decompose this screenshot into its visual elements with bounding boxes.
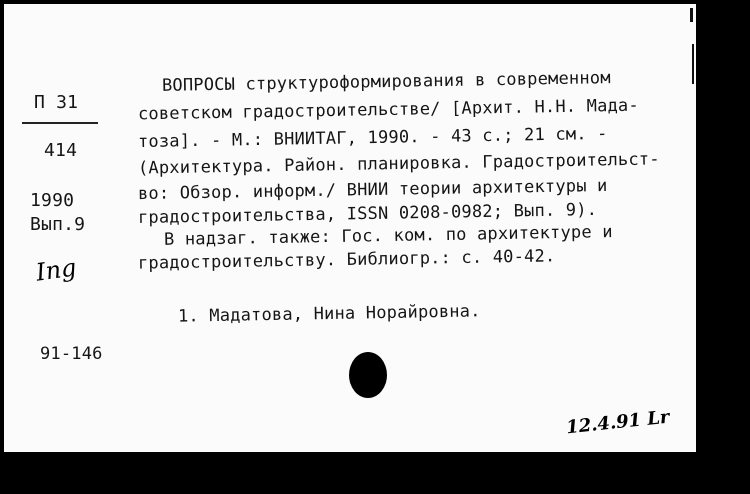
entry-line-8: градостроительству. Библиогр.: с. 40-42.	[137, 246, 556, 274]
entry-line-5: во: Обзор. информ./ ВНИИ теории архитектуры и	[137, 175, 608, 205]
shelfmark-classification: П 31	[34, 92, 79, 113]
shelfmark-issue: Вып.9	[30, 214, 86, 235]
handwritten-signature: Ing	[34, 253, 79, 287]
entry-line-6: градостроительства, ISSN 0208-0982; Вып. 9).	[137, 199, 598, 229]
added-entry: 1. Мадатова, Нина Норайровна.	[177, 301, 481, 327]
entry-line-7: В надзаг. также: Гос. ком. по архитектуре и	[163, 222, 613, 250]
entry-line-4: (Архитектура. Район. планировка. Градостроительст-	[137, 149, 660, 179]
right-edge-mark	[690, 8, 693, 22]
shelfmark-year: 1990	[30, 190, 75, 211]
shelfmark-divider	[22, 122, 98, 124]
shelfmark-author-number: 414	[44, 140, 78, 161]
entry-line-1: ВОПРОСЫ структуроформирования в современном	[161, 68, 611, 96]
right-edge-mark	[692, 44, 694, 84]
date-stamp: 12.4.91 Lr	[565, 406, 671, 439]
inventory-number: 91-146	[40, 344, 103, 364]
card-punch-hole	[349, 352, 387, 398]
entry-line-2: советском градостроительстве/ [Архит. Н.Н. Мада-	[137, 95, 640, 125]
entry-line-3: тоза]. - М.: ВНИИТАГ, 1990. - 43 с.; 21 см. -	[137, 123, 608, 153]
